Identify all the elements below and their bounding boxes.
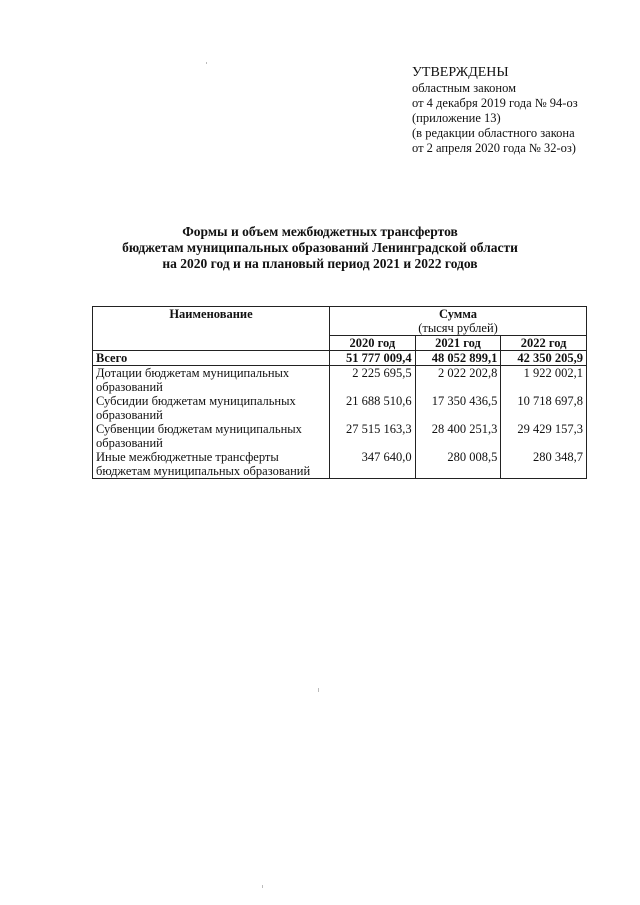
table-row <box>93 422 587 450</box>
sum-label: Сумма <box>439 307 477 321</box>
row-name-line: образований <box>96 380 163 394</box>
table-row <box>93 450 587 479</box>
row-value: 28 400 251,3 <box>415 422 501 450</box>
row-name-line: Субсидии бюджетам муниципальных <box>96 394 296 408</box>
scan-speck <box>262 885 263 888</box>
title-line: на 2020 год и на плановый период 2021 и 2022 годов <box>162 256 478 271</box>
approval-heading: УТВЕРЖДЕНЫ <box>412 65 509 80</box>
row-value: 280 348,7 <box>501 450 587 479</box>
title-line: Формы и объем межбюджетных трансфертов <box>182 224 458 239</box>
row-value: 21 688 510,6 <box>330 394 416 422</box>
table-row <box>93 394 587 422</box>
row-value: 10 718 697,8 <box>501 394 587 422</box>
column-header-sum <box>330 307 587 336</box>
transfers-table <box>92 306 587 479</box>
row-name-line: образований <box>96 436 163 450</box>
row-value: 280 008,5 <box>415 450 501 479</box>
row-value: 2 022 202,8 <box>415 366 501 395</box>
row-name <box>93 394 330 422</box>
row-name <box>93 422 330 450</box>
approval-line: (в редакции областного закона <box>412 126 575 140</box>
document-title <box>0 224 640 272</box>
row-value: 1 922 002,1 <box>501 366 587 395</box>
approval-stamp <box>412 64 578 156</box>
row-name-line: образований <box>96 408 163 422</box>
title-line: бюджетам муниципальных образований Ленинградской области <box>122 240 518 255</box>
sum-unit: (тысяч рублей) <box>418 321 498 335</box>
table-row-total <box>93 351 587 366</box>
column-header-year: 2020 год <box>330 336 416 351</box>
table-row <box>93 366 587 395</box>
approval-line: областным законом <box>412 81 517 95</box>
scan-speck <box>206 62 207 64</box>
column-header-year: 2021 год <box>415 336 501 351</box>
total-value: 48 052 899,1 <box>415 351 501 366</box>
table-header-row <box>93 307 587 336</box>
row-name-line: Дотации бюджетам муниципальных <box>96 366 290 380</box>
total-value: 42 350 205,9 <box>501 351 587 366</box>
row-name <box>93 450 330 479</box>
total-label: Всего <box>93 351 330 366</box>
row-name <box>93 366 330 395</box>
scan-speck <box>318 688 319 692</box>
column-header-year: 2022 год <box>501 336 587 351</box>
row-value: 29 429 157,3 <box>501 422 587 450</box>
row-value: 17 350 436,5 <box>415 394 501 422</box>
row-value: 2 225 695,5 <box>330 366 416 395</box>
row-name-line: бюджетам муниципальных образований <box>96 464 311 478</box>
row-value: 27 515 163,3 <box>330 422 416 450</box>
column-header-name: Наименование <box>93 307 330 351</box>
approval-line: (приложение 13) <box>412 111 501 125</box>
approval-line: от 4 декабря 2019 года № 94-оз <box>412 96 578 110</box>
row-name-line: Иные межбюджетные трансферты <box>96 450 279 464</box>
row-name-line: Субвенции бюджетам муниципальных <box>96 422 302 436</box>
approval-line: от 2 апреля 2020 года № 32-оз) <box>412 141 576 155</box>
total-value: 51 777 009,4 <box>330 351 416 366</box>
row-value: 347 640,0 <box>330 450 416 479</box>
